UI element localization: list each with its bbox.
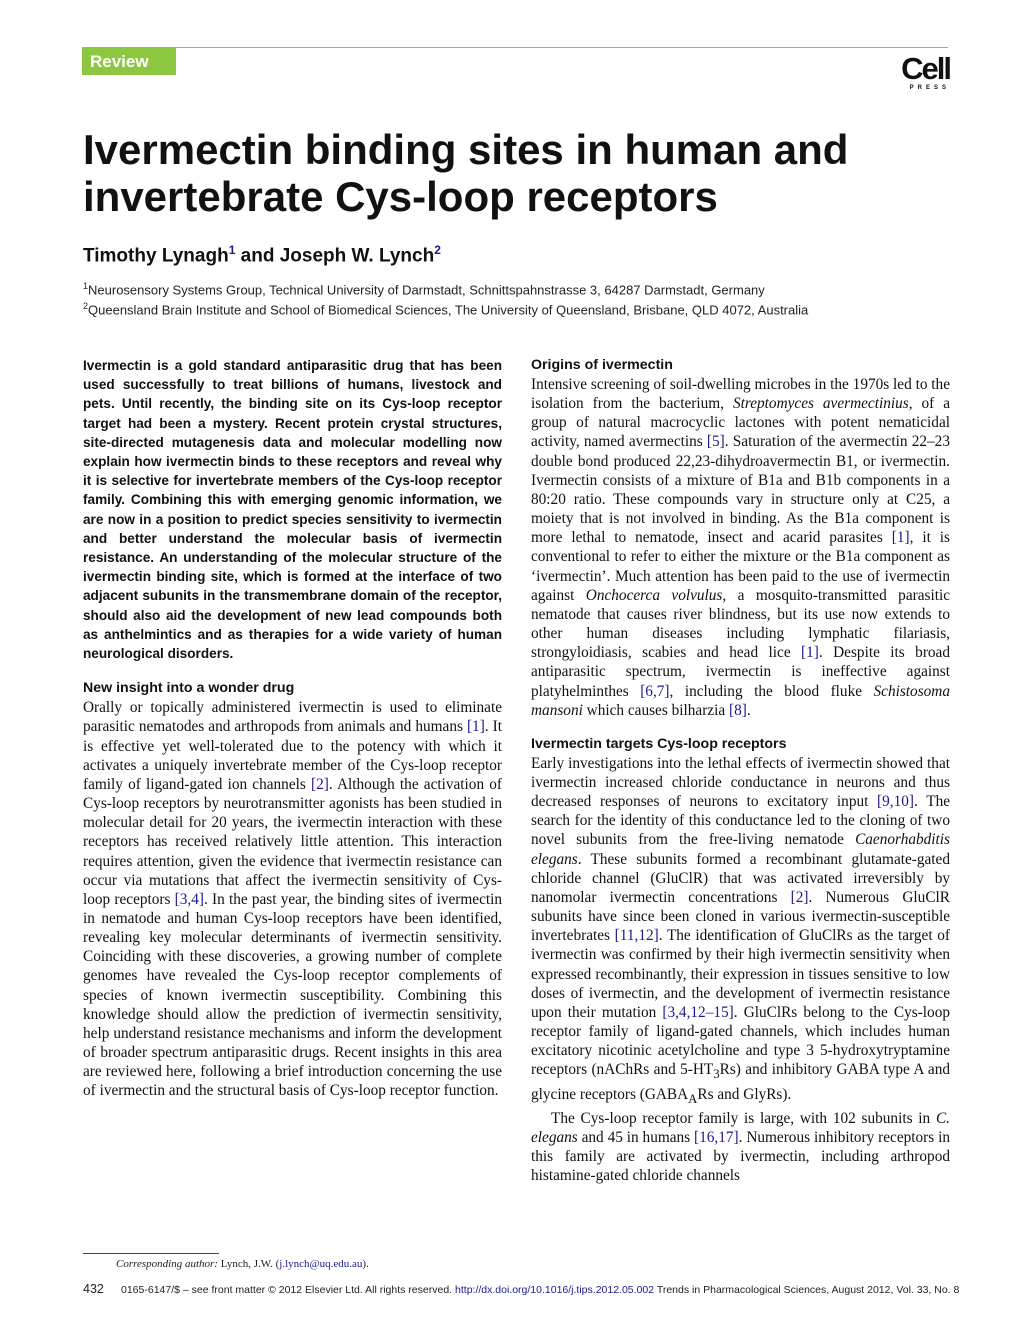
text-run: . Despite its broad antiparasitic spectrum, ivermectin is ineffective against platyhelminthes bbox=[531, 644, 950, 700]
species-name: Streptomyces avermectinius bbox=[732, 395, 909, 413]
text-run: , it is conventional to refer to either the mixture or the B1a component as ‘ivermectin’. Much attention has been paid to the use of ivermectin against bbox=[531, 529, 950, 604]
species-name: C. elegans bbox=[531, 1109, 950, 1146]
journal-info: Trends in Pharmacological Sciences, August 2012, Vol. 33, No. 8 bbox=[654, 1284, 960, 1296]
left-column bbox=[83, 356, 502, 1101]
citation-link[interactable]: [1] bbox=[891, 529, 910, 547]
logo-word: Cell bbox=[901, 51, 950, 86]
section-heading: Ivermectin targets Cys-loop receptors bbox=[531, 735, 787, 752]
front-matter: 0165-6147/$ – see front matter © 2012 Elsevier Ltd. All rights reserved. bbox=[121, 1284, 456, 1296]
text-run: . GluClRs belong to the Cys-loop receptor family of ligand-gated channels, which includes human excitatory nicotinic acetylcholine and type 3 5-hydroxytryptamine receptors (nAChRs and 5-HT bbox=[531, 1003, 951, 1079]
affiliation-1 bbox=[83, 281, 765, 297]
footnote-name: Lynch, J.W. ( bbox=[217, 1258, 280, 1270]
body-paragraph bbox=[83, 698, 502, 1100]
right-column bbox=[531, 356, 950, 1185]
author-sup: 2 bbox=[434, 243, 441, 257]
text-run: . bbox=[746, 701, 751, 719]
text-run: , including the blood fluke bbox=[669, 682, 874, 700]
citation-link[interactable]: [11,12] bbox=[614, 927, 659, 945]
citation-link[interactable]: [5] bbox=[706, 433, 725, 451]
author-list bbox=[83, 243, 441, 267]
species-name: Schistosoma mansoni bbox=[531, 682, 950, 719]
text-run: Rs) and inhibitory GABA type A and glycine receptors (GABA bbox=[531, 1061, 951, 1103]
citation-link[interactable]: [16,17] bbox=[694, 1128, 739, 1146]
text-run: . Numerous inhibitory receptors in this family are activated by ivermectin, including arthropod histamine-gated chloride channels bbox=[531, 1128, 950, 1185]
footnote-rule bbox=[83, 1253, 219, 1254]
subscript: A bbox=[688, 1091, 698, 1106]
text-run: . Numerous GluClR subunits have since been cloned in various ivermectin-susceptible invertebrates bbox=[531, 888, 950, 945]
text-run: Early investigations into the lethal effects of ivermectin showed that ivermectin increased chloride conductance in neurons and thus decreased responses of neurons to excitatory input bbox=[531, 754, 950, 811]
affiliation-text: Queensland Brain Institute and School of Biomedical Sciences, The University of Queensland, Brisbane, QLD 4072, Australia bbox=[88, 302, 809, 318]
text-run: . In the past year, the binding sites of ivermectin in nematode and human Cys-loop receptors have been identified, revealing key molecular determinants of ivermectin sensitivity. Coinciding with these discoveries, a growing number of complete genomes have revealed the Cys-loop receptor complements of species of known ivermectin susceptibility. Combining this knowledge should allow the prediction of ivermectin sensitivity, help understand resistance mechanisms and inform the development of broader spectrum antiparasitic drugs. Recent insights in this area are reviewed here, following a brief introduction concerning the use of ivermectin and the structural basis of Cys-loop receptor function. bbox=[83, 890, 503, 1100]
abstract: Ivermectin is a gold standard antiparasitic drug that has been used successfully to treat billions of humans, livestock and pets. Until recently, the binding site on its Cys-loop receptor target had been a mystery. Recent protein crystal structures, site-directed mutagenesis data and molecular modelling now explain how ivermectin binds to these receptors and reveal why it is selective for invertebrate members of the Cys-loop receptor family. Combining this with emerging genomic information, we are now in a position to predict species sensitivity to ivermectin and better understand the molecular basis of ivermectin resistance. An understanding of the molecular structure of the ivermectin binding site, which is formed at the interface of two adjacent subunits in the transmembrane domain of the receptor, should also aid the development of new lead compounds both as anthelmintics and as therapies for a wide variety of human neurological disorders. bbox=[83, 358, 502, 662]
citation-link[interactable]: [2] bbox=[790, 888, 809, 906]
subscript: 3 bbox=[713, 1067, 720, 1082]
affiliation-sup: 2 bbox=[83, 301, 89, 311]
doi-link[interactable]: http://dx.doi.org/10.1016/j.tips.2012.05.002 bbox=[455, 1284, 655, 1296]
section-tab: Review bbox=[82, 48, 176, 75]
text-run: Rs and GlyRs). bbox=[697, 1085, 792, 1103]
citation-link[interactable]: [8] bbox=[728, 701, 747, 719]
citation-link[interactable]: [2] bbox=[311, 775, 329, 793]
cell-press-logo bbox=[890, 51, 950, 91]
body-paragraph bbox=[531, 375, 950, 720]
text-run: . The identification of GluClRs as the target of ivermectin was confirmed by their high ivermectin sensitivity when expressed recombinantly, their expression in tissues sensitive to low doses of ivermectin, and the development of ivermectin resistance upon their mutation bbox=[531, 927, 950, 1021]
author-joiner: and bbox=[240, 245, 275, 267]
section-heading: Origins of ivermectin bbox=[531, 357, 673, 373]
citation-link[interactable]: [3,4] bbox=[174, 890, 204, 908]
body-paragraph bbox=[531, 1109, 950, 1186]
text-run: and 45 in humans bbox=[577, 1128, 695, 1146]
footnote-end: ). bbox=[362, 1258, 369, 1270]
text-run: . These subunits formed a recombinant glutamate-gated chloride channel (GluClR) that was activated irreversibly by nanomolar ivermectin concentrations bbox=[531, 850, 950, 906]
species-name: Caenorhabditis elegans bbox=[531, 831, 950, 868]
page-number: 432 bbox=[83, 1282, 104, 1296]
text-run: . It is effective yet well-tolerated due to the potency with which it activates a uniquely invertebrate member of the Cys-loop receptor family of ligand-gated ion channels bbox=[83, 718, 502, 793]
text-run: which causes bilharzia bbox=[582, 701, 729, 719]
top-rule bbox=[82, 47, 948, 48]
affiliation-sup: 1 bbox=[83, 281, 89, 291]
text-run: , of a group of natural macrocyclic lactones with potent nematicidal activity, named avermectins bbox=[531, 395, 951, 451]
citation-link[interactable]: [1] bbox=[801, 644, 819, 662]
logo-sub: PRESS bbox=[909, 85, 950, 91]
citation-link[interactable]: [3,4,12–15] bbox=[662, 1003, 734, 1021]
text-run: Intensive screening of soil-dwelling microbes in the 1970s led to the isolation from the bacterium, bbox=[531, 376, 950, 413]
citation-link[interactable]: [9,10] bbox=[877, 793, 915, 811]
body-paragraph bbox=[531, 754, 950, 1109]
text-run: The Cys-loop receptor family is large, with 102 subunits in bbox=[551, 1109, 936, 1127]
citation-link[interactable]: [6,7] bbox=[640, 682, 670, 700]
section-heading: New insight into a wonder drug bbox=[83, 680, 295, 697]
text-run: Orally or topically administered ivermectin is used to eliminate parasitic nematodes and arthropods from animals and humans bbox=[83, 699, 502, 736]
text-run: , a mosquito-transmitted parasitic nematode that causes river blindness, but its use now extends to other human diseases including lymphatic filariasis, strongyloidiasis, scabies and head lice bbox=[531, 586, 950, 662]
email-link[interactable]: j.lynch@uq.edu.au bbox=[279, 1258, 363, 1270]
citation-link[interactable]: [1] bbox=[466, 718, 485, 736]
affiliation-2 bbox=[83, 301, 808, 317]
author-sup: 1 bbox=[228, 243, 236, 257]
affiliation-text: Neurosensory Systems Group, Technical University of Darmstadt, Schnittspahnstrasse 3, 64287 Darmstadt, Germany bbox=[88, 282, 765, 298]
text-run: . Saturation of the avermectin 22–23 double bond produced 22,23-dihydroavermectin B1, or ivermectin. Ivermectin consists of a mixture of B1a and B1b components in a 80:20 ratio. These compounds vary in structure only at C25, a moiety that is not involved in binding. As the B1a component is more lethal to nematode, insect and acarid parasites bbox=[531, 433, 950, 547]
footnote-label: Corresponding author: bbox=[116, 1258, 218, 1270]
corresponding-author-footnote bbox=[116, 1258, 369, 1270]
species-name: Onchocerca volvulus bbox=[585, 586, 723, 604]
article-title: Ivermectin binding sites in human and invertebrate Cys-loop receptors bbox=[83, 126, 849, 220]
author-name: Timothy Lynagh bbox=[83, 245, 229, 267]
text-run: . The search for the identity of this conductance led to the cloning of two novel subunits from the free-living nematode bbox=[531, 793, 951, 849]
text-run: . Although the activation of Cys-loop receptors by neurotransmitter agonists has been studied in molecular detail for 20 years, the ivermectin interaction with these receptors has received relatively little attention. This interaction requires attention, given the evidence that ivermectin resistance can occur via mutations that affect the ivermectin sensitivity of Cys-loop receptors bbox=[83, 775, 502, 908]
author-name: Joseph W. Lynch bbox=[279, 245, 435, 267]
footer-text bbox=[121, 1284, 959, 1296]
